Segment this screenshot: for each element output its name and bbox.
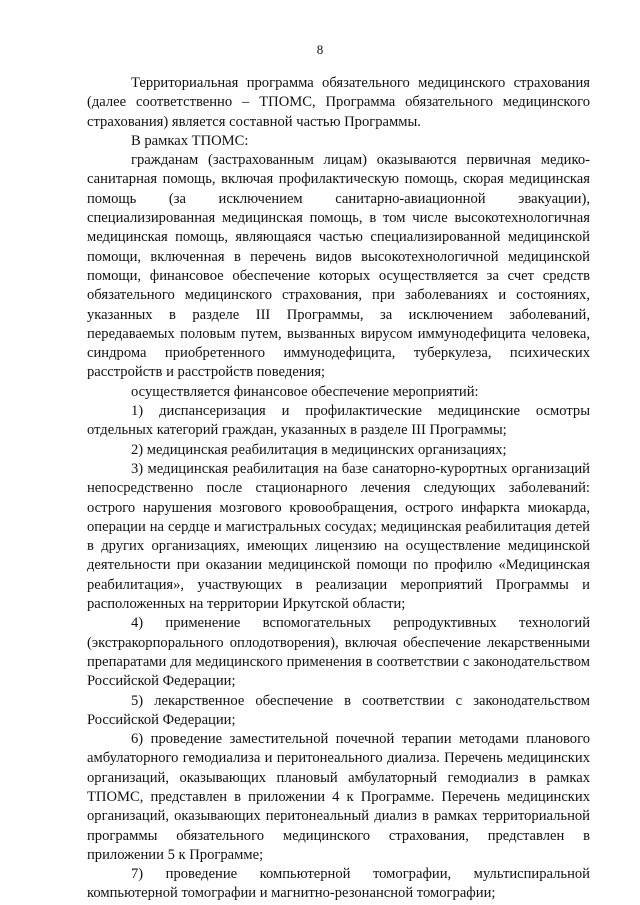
paragraph-within-tpoms: В рамках ТПОМС: [131, 132, 249, 149]
list-item-6-dialysis: 6) проведение заместительной почечной терапии методами планового амбулаторного гемодиализа и перитонеального диализа. Перечень медицинских организаций, оказывающих плановый амбулаторный гемодиализ в рамках ТПОМС, представлен в приложении 4 к Программе. Перечень медицинских организаций, оказывающих перитонеальный диализ в рамках территориальной программы обязательного медицинского страхования, представлен в приложении 5 к Программе; [87, 731, 590, 863]
list-item-3-sanatorium-rehabilitation: 3) медицинская реабилитация на базе санаторно-курортных организаций непосредственно после стационарного лечения следующих заболеваний: острого нарушения мозгового кровообращения, острого инфаркта миокарда, операции на сердце и магистральных сосудах; медицинская реабилитация детей в других организациях, имеющих лицензию на осуществление медицинской деятельности при оказании медицинской помощи по профилю «Медицинская реабилитация», участвующих в реализации мероприятий Программы и расположенных на территории Иркутской области; [87, 460, 590, 613]
list-item-5-drug-provision: 5) лекарственное обеспечение в соответствии с законодательством Российской Федерации; [87, 692, 590, 728]
list-item-2-rehabilitation: 2) медицинская реабилитация в медицинских организациях; [131, 441, 507, 458]
list-item-4-reproductive-tech: 4) применение вспомогательных репродуктивных технологий (экстракорпорального оплодотворения), включая обеспечение лекарственными препаратами для медицинского применения в соответствии с законодательством Российской Федерации; [87, 615, 590, 690]
list-item-1-dispensary: 1) диспансеризация и профилактические медицинские осмотры отдельных категорий граждан, указанных в разделе III Программы; [87, 403, 590, 439]
document-body [87, 74, 590, 904]
list-item-7-tomography: 7) проведение компьютерной томографии, мультиспиральной компьютерной томографии и магнитно-резонансной томографии; [87, 866, 590, 902]
paragraph-citizens-care: гражданам (застрахованным лицам) оказываются первичная медико-санитарная помощь, включая профилактическую помощь, скорая медицинская помощь (за исключением санитарно-авиационной эвакуации), специализированная медицинская помощь, в том числе высокотехнологичная медицинская помощь, являющаяся частью специализированной медицинской помощи, включенная в перечень видов высокотехнологичной медицинской помощи, финансовое обеспечение которых осуществляется за счет средств обязательного медицинского страхования, при заболеваниях и состояниях, указанных в разделе III Программы, за исключением заболеваний, передаваемых половым путем, вызванных вирусом иммунодефицита человека, синдрома приобретенного иммунодефицита, туберкулеза, психических расстройств и расстройств поведения; [87, 152, 590, 381]
paragraph-tpoms-definition: Территориальная программа обязательного медицинского страхования (далее соответственно – ТПОМС, Программа обязательного медицинского страхования) является составной частью Программы. [87, 75, 590, 130]
page-number: 8 [316, 42, 324, 57]
paragraph-financing-intro: осуществляется финансовое обеспечение мероприятий: [131, 383, 479, 400]
